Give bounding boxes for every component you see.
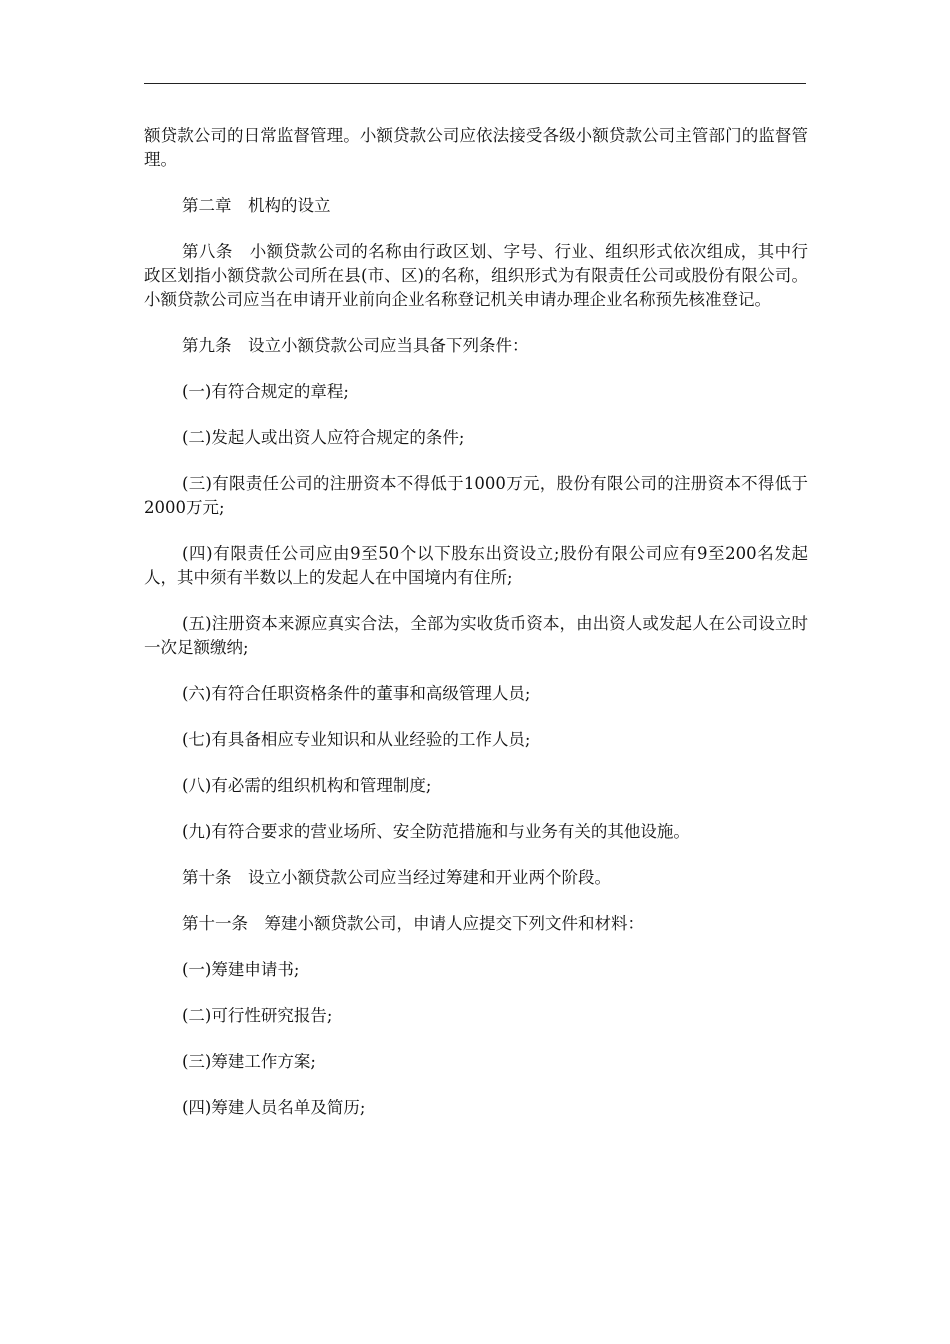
list-item: (三)筹建工作方案; [182,1052,316,1071]
list-item: (四)有限责任公司应由9至50个以下股东出资设立;股份有限公司应有9至200名发起人，其中须有半数以上的发起人在中国境内有住所; [144,544,808,587]
paragraph: 额贷款公司的日常监督管理。小额贷款公司应依法接受各级小额贷款公司主管部门的监督管理。 [144,126,808,169]
list-item: (二)可行性研究报告; [182,1006,333,1025]
list-item: (六)有符合任职资格条件的董事和高级管理人员; [182,684,531,703]
header-rule [144,83,806,84]
article-10: 第十条 设立小额贷款公司应当经过筹建和开业两个阶段。 [182,868,611,887]
article-11: 第十一条 筹建小额贷款公司，申请人应提交下列文件和材料： [182,914,644,933]
list-item: (七)有具备相应专业知识和从业经验的工作人员; [182,730,531,749]
list-item: (一)筹建申请书; [182,960,300,979]
list-item: (五)注册资本来源应真实合法，全部为实收货币资本，由出资人或发起人在公司设立时一次足额缴纳; [144,614,808,657]
list-item: (一)有符合规定的章程; [182,382,349,401]
list-item: (三)有限责任公司的注册资本不得低于1000万元，股份有限公司的注册资本不得低于2000万元; [144,474,808,517]
article-9: 第九条 设立小额贷款公司应当具备下列条件： [182,336,529,355]
article-8: 第八条 小额贷款公司的名称由行政区划、字号、行业、组织形式依次组成，其中行政区划指小额贷款公司所在县(市、区)的名称，组织形式为有限责任公司或股份有限公司。小额贷款公司应当在申请开业前向企业名称登记机关申请办理企业名称预先核准登记。 [144,242,808,309]
list-item: (四)筹建人员名单及简历; [182,1098,366,1117]
document-body [144,124,808,1142]
list-item: (九)有符合要求的营业场所、安全防范措施和与业务有关的其他设施。 [182,822,690,841]
list-item: (二)发起人或出资人应符合规定的条件; [182,428,465,447]
chapter-heading: 第二章 机构的设立 [182,196,331,215]
list-item: (八)有必需的组织机构和管理制度; [182,776,432,795]
